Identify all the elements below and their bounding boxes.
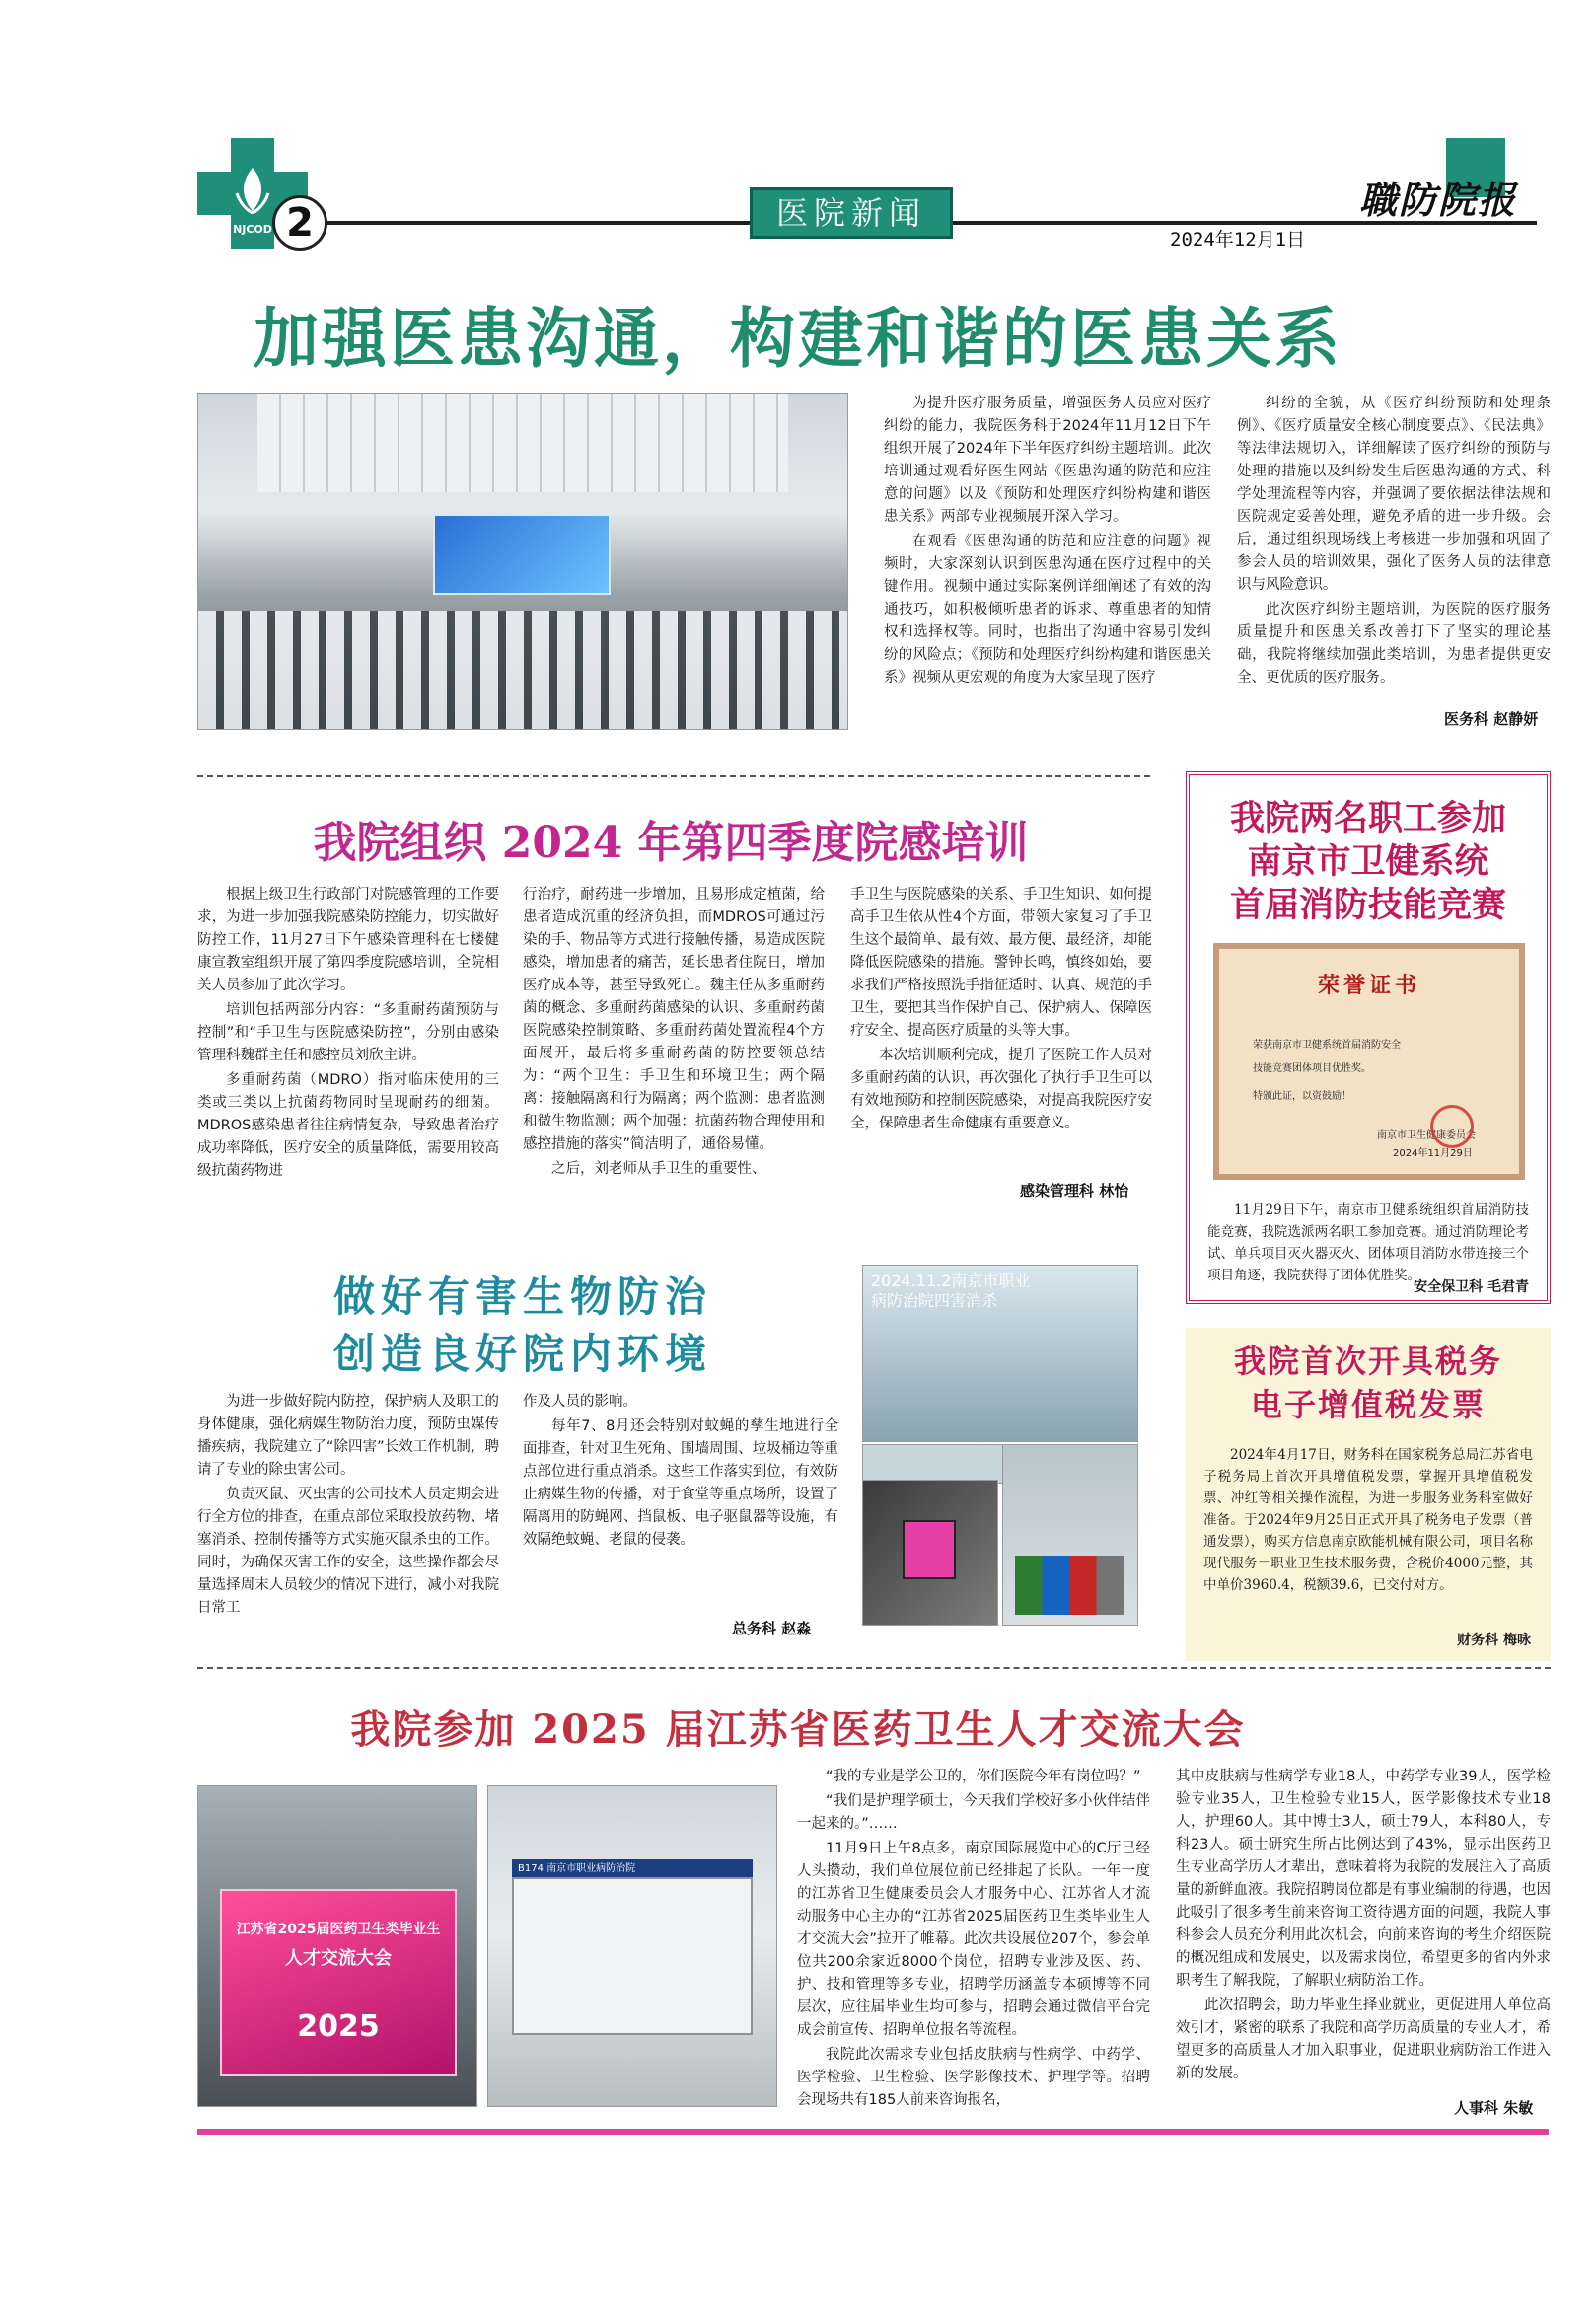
- article3-headline-line1: 做好有害生物防治: [332, 1272, 712, 1321]
- paragraph: 此次招聘会，助力毕业生择业就业，更促进用人单位高效引才，紧密的联系了我院和高学历高质量的专业人才，希望更多的高质量人才加入职事业，促进职业病防治工作进入新的发展。: [1176, 1997, 1551, 2081]
- paragraph: 我院此次需求专业包括皮肤病与性病学、中药学、医学检验、卫生检验、医学影像技术、护理学等。招聘会现场共有185人前来咨询报名，: [797, 2047, 1150, 2108]
- paragraph: 11月29日下午，南京市卫健系统组织首届消防技能竞赛，我院选派两名职工参加竞赛。通过消防理论考试、单兵项目灭火器灭火、团体项目消防水带连接三个项目角逐，我院获得了团体优胜奖。: [1207, 1202, 1529, 1283]
- article4-byline: 人事科 朱敏: [1454, 2099, 1534, 2117]
- article3-byline: 总务科 赵淼: [732, 1620, 812, 1637]
- photo-caption: 2024.11.2南京市职业病防治院四害消杀: [871, 1271, 1031, 1310]
- fire-competition-byline: 安全保卫科 毛君青: [1414, 1279, 1529, 1295]
- certificate-text: 技能竞赛团体项目优胜奖。: [1253, 1063, 1371, 1074]
- certificate-date: 2024年11月29日: [1393, 1148, 1473, 1159]
- training-hall-photo: [197, 393, 848, 730]
- honor-certificate: [1213, 943, 1525, 1180]
- paragraph: “我的专业是学公卫的，你们医院今年有岗位吗？”: [826, 1769, 1141, 1784]
- paragraph: 负责灭鼠、灭虫害的公司技术人员定期会进行全方位的排查，在重点部位采取投放药物、堵塞消杀、控制传播等方式实施灭鼠杀虫的工作。同时，为确保灭害工作的安全，这些操作都会尽量选择周末人员较少的情况下进行，减小对我院日常工: [197, 1487, 499, 1616]
- publication-date: 2024年12月1日: [1170, 229, 1306, 251]
- paragraph: 培训包括两部分内容：“多重耐药菌预防与控制”和“手卫生与医院感染防控”，分别由感染管理科魏群主任和感控员刘欣主讲。: [197, 1002, 499, 1063]
- e-invoice-box: [1186, 1328, 1551, 1661]
- paragraph: 之后，刘老师从手卫生的重要性、: [551, 1161, 766, 1177]
- article4-column-1: [797, 1766, 1150, 2121]
- article2-byline: 感染管理科 林怡: [1020, 1182, 1129, 1199]
- masthead-title: 職防院报: [1359, 178, 1518, 222]
- certificate-issuer: 南京市卫生健康委员会: [1377, 1130, 1476, 1141]
- section-label: 医院新闻: [750, 187, 953, 239]
- paragraph: 手卫生与医院感染的关系、手卫生知识、如何提高手卫生依从性4个方面，带领大家复习了手卫生这个最简单、最有效、最方便、最经济，却能降低医院感染的措施。警钟长鸣，慎终如始，要求我们严格按照洗手指征适时、认真、规范的手卫生，要把其当作保护自己、保护病人、保障医疗安全、提高医疗质量的头等大事。: [850, 887, 1152, 1039]
- board-year: 2025: [297, 2009, 380, 2044]
- article2-column-3: [850, 884, 1152, 1180]
- fire-competition-headline: [1199, 797, 1537, 927]
- paragraph: 11月9日上午8点多，南京国际展览中心的C厅已经人头攒动，我们单位展位前已经排起了长队。一年一度的江苏省卫生健康委员会人才服务中心、江苏省人才流动服务中心主办的“江苏省2025届医药卫生类毕业生人才交流大会”拉开了帷幕。此次共设展位207个，参会单位共200余家近8000个岗位，招聘专业涉及医、药、护、技和管理等多专业，招聘学历涵盖专本硕博等不同层次，应往届毕业生均可参与，招聘会通过微信平台完成会前宣传、招聘单位报名等流程。: [797, 1841, 1150, 2038]
- bait-box-photo: [862, 1480, 998, 1626]
- article2-headline: 我院组织 2024 年第四季度院感培训: [313, 818, 1029, 868]
- paragraph: 多重耐药菌（MDRO）指对临床使用的三类或三类以上抗菌药物同时呈现耐药的细菌。MDROS感染患者往往病情复杂，导致患者治疗成功率降低，医疗安全的质量降低，需要用较高级抗菌药物进: [197, 1072, 499, 1179]
- paragraph: 2024年4月17日，财务科在国家税务总局江苏省电子税务局上首次开具增值税发票，掌握开具增值税发票、冲红等相关操作流程，为进一步服务业务科室做好准备。于2024年9月25日正式开具了税务电子发票（普通发票），购买方信息南京欧能机械有限公司，项目名称现代服务－职业卫生技术服务费，含税价4000元整，其中单价3960.4，税额39.6，已交付对方。: [1203, 1447, 1533, 1593]
- board-text: 人才交流大会: [285, 1948, 392, 1969]
- paragraph: 其中皮肤病与性病学专业18人，中药学专业39人，医学检验专业35人，卫生检验专业15人，医学影像技术专业18人，护理60人。其中博士3人，硕士79人，本科80人，专科23人。硕士研究生所占比例达到了43%，显示出医药卫生专业高学历人才辈出，意味着将为我院的发展注入了高质量的新鲜血液。我院招聘岗位都是有事业编制的待遇，也因此吸引了很多考生前来咨询工资待遇方面的问题，我院人事科参会人员充分利用此次机会，向前来咨询的考生介绍医院的概况组成和发展史，以及需求岗位，希望更多的省内外求职考生了解我院，了解职业病防治工作。: [1176, 1769, 1551, 1989]
- article3-headline-line2: 创造良好院内环境: [332, 1330, 712, 1378]
- headline-line: 电子增值税发票: [1250, 1386, 1486, 1423]
- article2-column-2: [523, 884, 825, 1215]
- paragraph: “我们是护理学硕士，今天我们学校好多小伙伴结伴一起来的。”……: [797, 1793, 1150, 1832]
- headline-line: 我院首次开具税务: [1233, 1343, 1502, 1380]
- article1-byline: 医务科 赵静妍: [1444, 710, 1539, 728]
- paragraph: 本次培训顺利完成，提升了医院工作人员对多重耐药菌的认识，再次强化了执行手卫生可以有效地预防和控制医院感染，对提高我院医疗安全，保障患者生命健康有重要意义。: [850, 1048, 1152, 1131]
- paragraph: 在观看《医患沟通的防范和应注意的问题》视频时，大家深刻认识到医患沟通在医疗过程中的关键作用。视频中通过实际案例详细阐述了有效的沟通技巧，如积极倾听患者的诉求、尊重患者的知情权和选择权等。同时，也指出了沟通中容易引发纠纷的风险点；《预防和处理医疗纠纷构建和谐医患关系》视频从更宏观的角度为大家呈现了医疗: [884, 534, 1211, 686]
- paragraph: 纠纷的全貌，从《医疗纠纷预防和处理条例》、《医疗质量安全核心制度要点》、《民法典》等法律法规切入，详细解读了医疗纠纷的预防与处理的措施以及纠纷发生后医患沟通的方式、科学处理流程等内容，并强调了要依据法律法规和医院规定妥善处理，避免矛盾的进一步升级。会后，通过组织现场线上考核进一步加强和巩固了参会人员的培训效果，强化了医务人员的法律意识与风险意识。: [1237, 396, 1551, 593]
- fire-competition-text: [1207, 1199, 1529, 1286]
- certificate-title: 荣誉证书: [1317, 973, 1420, 998]
- paragraph: 每年7、8月还会特别对蚊蝇的孳生地进行全面排查，针对卫生死角、围墙周围、垃圾桶边等重点部位进行重点消杀。这些工作落实到位，有效防止病媒生物的传播，对于食堂等重点场所，设置了隔离用的防蝇网、挡鼠板、电子驱鼠器等设施，有效隔绝蚊蝇、老鼠的侵袭。: [523, 1418, 838, 1548]
- e-invoice-text: [1203, 1444, 1533, 1596]
- paragraph: 此次医疗纠纷主题培训，为医院的医疗服务质量提升和医患关系改善打下了坚实的理论基础，我院将继续加强此类培训，为患者提供更安全、更优质的医疗服务。: [1237, 602, 1551, 686]
- article1-headline: 加强医患沟通，构建和谐的医患关系: [254, 300, 1342, 377]
- hospital-booth-photo: [487, 1785, 777, 2107]
- headline-line: 南京市卫健系统: [1247, 841, 1489, 882]
- headline-line: 首届消防技能竞赛: [1229, 885, 1506, 925]
- board-text: 江苏省2025届医药卫生类毕业生: [236, 1922, 441, 1937]
- footer-rule: [197, 2129, 1549, 2135]
- divider: [197, 775, 1150, 777]
- waste-bins-photo: [1002, 1444, 1138, 1626]
- svg-text:NJCOD: NJCOD: [233, 223, 272, 236]
- page-number: 2: [272, 195, 327, 251]
- certificate-text: 荣获南京市卫健系统首届消防安全: [1253, 1040, 1401, 1051]
- paragraph: 为提升医疗服务质量，增强医务人员应对医疗纠纷的能力，我院医务科于2024年11月12日下午组织开展了2024年下半年医疗纠纷主题培训。此次培训通过观看好医生网站《医患沟通的防范和应注意的问题》以及《预防和处理医疗纠纷构建和谐医患关系》两部专业视频展开深入学习。: [884, 396, 1211, 525]
- article1-column-2: [1237, 393, 1551, 708]
- paragraph: 作及人员的影响。: [523, 1394, 637, 1410]
- article4-headline: 我院参加 2025 届江苏省医药卫生人才交流大会: [350, 1707, 1246, 1753]
- headline-line: 我院两名职工参加: [1229, 798, 1506, 838]
- article4-column-2: [1176, 1766, 1551, 2085]
- paragraph: 根据上级卫生行政部门对院感管理的工作要求，为进一步加强我院感染防控能力，切实做好防控工作，11月27日下午感染管理科在七楼健康宣教室组织开展了第四季度院感培训，全院相关人员参加了此次学习。: [197, 887, 499, 993]
- paragraph: 行治疗，耐药进一步增加，且易形成定植菌，给患者造成沉重的经济负担，而MDROS可通过污染的手、物品等方式进行接触传播，易造成医院感染，增加患者的痛苦，延长患者住院日，增加医疗成本等，甚至导致死亡。魏主任从多重耐药菌的概念、多重耐药菌感染的认识、多重耐药菌医院感染控制策略、多重耐药菌处置流程4个方面展开，最后将多重耐药菌的防控要领总结为：“两个卫生：手卫生和环境卫生；两个隔离：接触隔离和行为隔离；两个监测：患者监测和微生物监测；两个加强：抗菌药物合理使用和感控措施的落实”简洁明了，通俗易懂。: [523, 887, 825, 1152]
- divider: [197, 1667, 1551, 1669]
- paragraph: 为进一步做好院内防控，保护病人及职工的身体健康，强化病媒生物防治力度，预防虫媒传播疾病，我院建立了“除四害”长效工作机制，聘请了专业的除虫害公司。: [197, 1394, 499, 1478]
- article3-column-1: [197, 1391, 499, 1645]
- booth-sign: B174 南京市职业病防治院: [512, 1859, 753, 1879]
- fire-competition-box: [1186, 771, 1551, 1304]
- job-fair-stage-photo: [197, 1785, 477, 2107]
- pest-control-photo-1: [862, 1265, 1138, 1442]
- e-invoice-byline: 财务科 梅咏: [1457, 1633, 1531, 1648]
- seal-icon: [1430, 1105, 1474, 1148]
- e-invoice-headline: [1196, 1340, 1541, 1426]
- article3-column-2: [523, 1391, 838, 1608]
- certificate-text: 特颁此证，以资鼓励！: [1253, 1091, 1351, 1102]
- article1-column-1: [884, 393, 1211, 732]
- article2-column-1: [197, 884, 499, 1215]
